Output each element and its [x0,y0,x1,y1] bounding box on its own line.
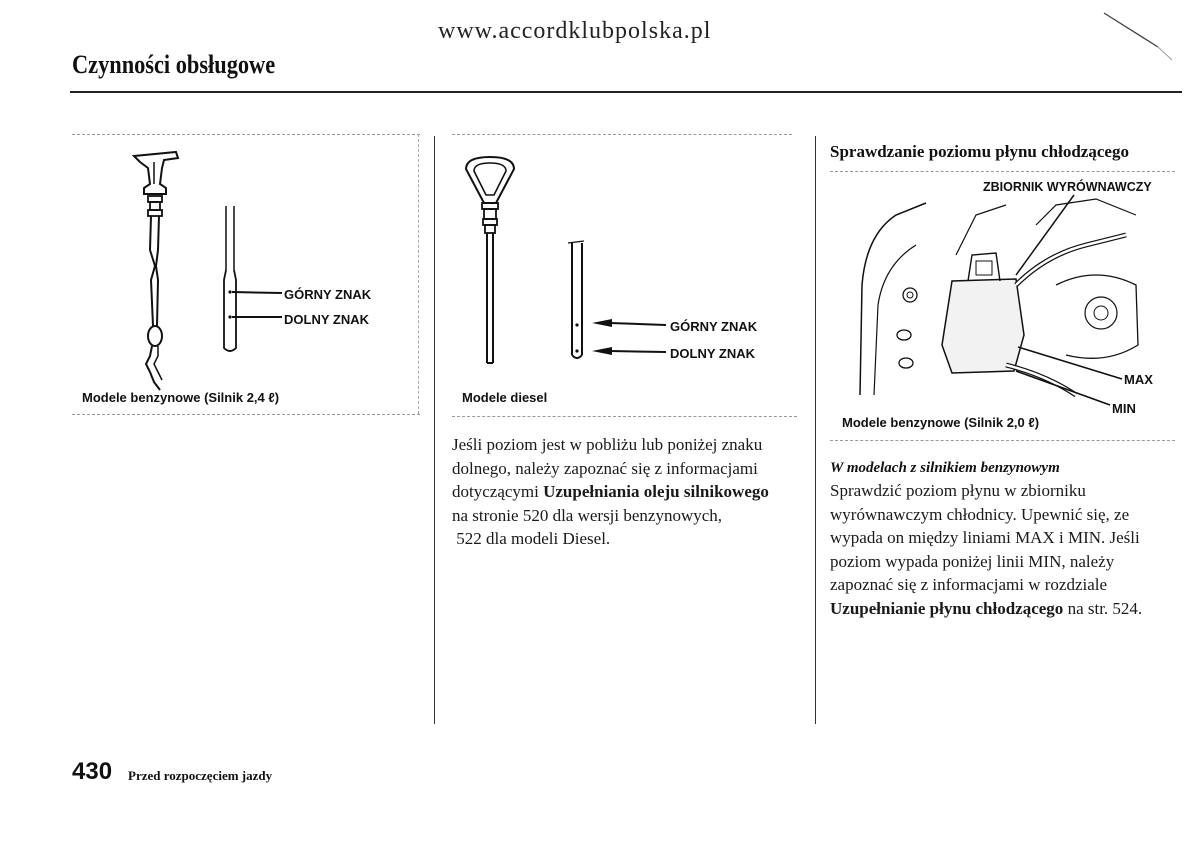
lower-mark-label: DOLNY ZNAK [284,312,369,327]
figure-border-top [72,134,420,135]
text-line: zapoznać się z informacjami w rozdziale [830,575,1108,594]
text-line: na stronie 520 dla wersji benzynowych, [452,505,723,525]
figure-border-top [830,171,1175,172]
min-label: MIN [1112,401,1136,416]
dipstick-diesel-illustration [460,155,760,375]
coolant-reservoir-illustration [856,195,1146,415]
text-line [452,480,812,504]
scan-mark [1100,5,1180,65]
coolant-paragraph [830,479,1190,620]
figure-caption: Modele benzynowe (Silnik 2,0 ℓ) [842,415,1040,430]
page-number: 430 [72,758,113,785]
figure-border-bottom [72,414,420,415]
text-span: dotyczącymi [452,482,544,501]
text-span: na str. 524. [1063,598,1143,618]
figure-caption: Modele benzynowe (Silnik 2,4 ℓ) [82,390,280,405]
bold-reference: Uzupełnianie płynu chłodzącego [830,598,1064,618]
figure-caption: Modele diesel [462,390,548,405]
column-divider-left [434,136,435,724]
figure-border-bottom [830,440,1175,441]
text-line: poziom wypada poniżej linii MIN, należy [830,551,1115,571]
reservoir-label: ZBIORNIK WYRÓWNAWCZY [983,180,1152,194]
lower-mark-label: DOLNY ZNAK [670,346,755,361]
upper-mark-label: GÓRNY ZNAK [284,287,372,302]
upper-mark-label: GÓRNY ZNAK [670,319,758,334]
text-line: dolnego, należy zapoznać się z informacjami [452,458,758,478]
text-line [830,597,1190,621]
figure-border-right [418,134,419,414]
dipstick-gasoline-illustration [120,150,380,400]
max-label: MAX [1124,372,1153,387]
title-rule [70,91,1182,93]
oil-level-paragraph [452,433,812,551]
figure-border-top [452,134,792,135]
footer-section: Przed rozpoczęciem jazdy [128,768,273,783]
bold-reference: Uzupełniania oleju silnikowego [543,482,769,501]
watermark-url: www.accordklubpolska.pl [438,18,712,44]
text-line: 522 dla modeli Diesel. [452,529,611,548]
text-line: Sprawdzić poziom płynu w zbiorniku [830,481,1086,500]
text-line: Jeśli poziom jest w pobliżu lub poniżej znaku [452,435,763,454]
section-heading: Sprawdzanie poziomu płynu chłodzącego [830,142,1129,161]
subsection-heading: W modelach z silnikiem benzynowym [830,460,1060,476]
text-line: wypada on między liniami MAX i MIN. Jeśli [830,528,1140,547]
figure-border-bottom [452,416,797,417]
column-divider-right [815,136,816,724]
page-title: Czynności obsługowe [72,50,276,79]
text-line: wyrównawczym chłodnicy. Upewnić się, ze [830,504,1130,524]
